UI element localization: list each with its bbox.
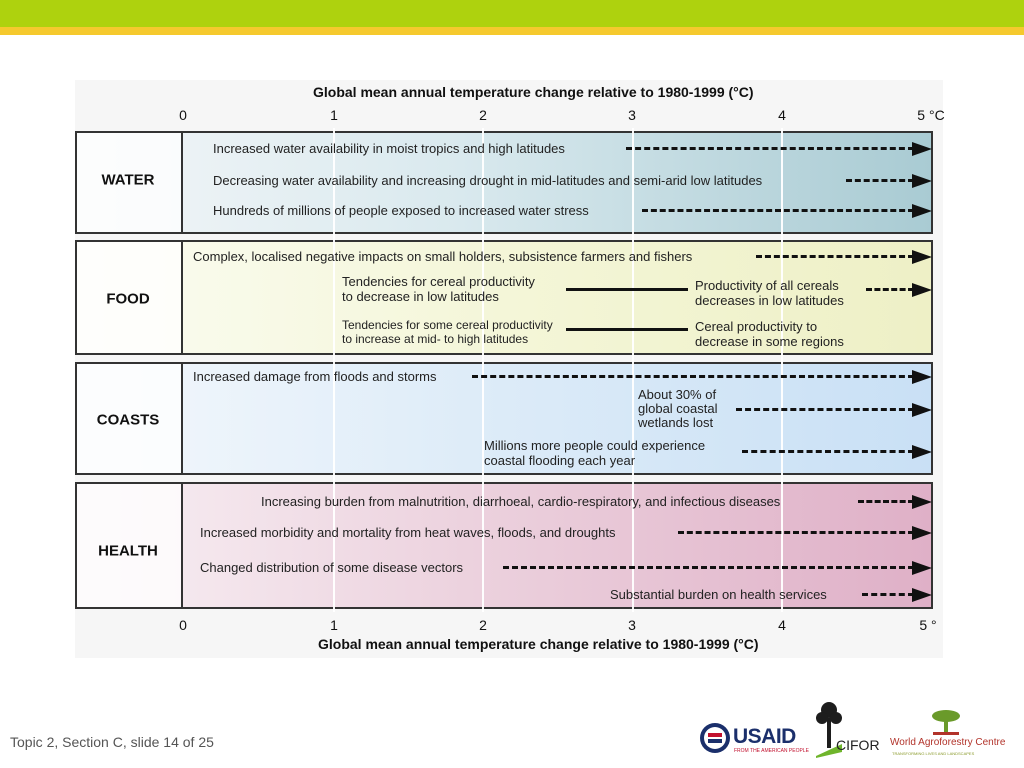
axis-title-bottom: Global mean annual temperature change relative to 1980-1999 (°C) bbox=[318, 636, 759, 652]
arrowhead-icon bbox=[912, 250, 932, 264]
arrowhead-icon bbox=[912, 204, 932, 218]
arrowhead-icon bbox=[912, 370, 932, 384]
slide-footer: Topic 2, Section C, slide 14 of 25 bbox=[10, 734, 214, 750]
food-row-3c: Cereal productivity to bbox=[695, 319, 818, 334]
water-row-2-arrow bbox=[846, 179, 914, 182]
water-row-3: Hundreds of millions of people exposed to increased water stress bbox=[213, 203, 589, 218]
usaid-logo-subtitle: FROM THE AMERICAN PEOPLE bbox=[734, 748, 809, 754]
coasts-row-2a: About 30% of bbox=[638, 387, 717, 402]
coasts-row-2-arrow bbox=[736, 408, 914, 411]
coasts-row-3a: Millions more people could experience bbox=[484, 438, 706, 453]
food-row-2b: to decrease in low latitudes bbox=[342, 289, 499, 304]
cifor-logo-text: CIFOR bbox=[836, 737, 880, 753]
tick-bottom-2: 2 bbox=[479, 617, 487, 633]
water-row-2: Decreasing water availability and increasing drought in mid-latitudes and semi-arid low latitudes bbox=[213, 173, 763, 188]
gridline-4 bbox=[781, 128, 783, 612]
food-row-2-line bbox=[566, 288, 688, 291]
health-row-1-arrow bbox=[858, 500, 914, 503]
usaid-logo-text: USAID bbox=[733, 725, 796, 748]
tick-bottom-3: 3 bbox=[628, 617, 636, 633]
health-row-3: Changed distribution of some disease vectors bbox=[200, 560, 464, 575]
tick-top-4: 4 bbox=[778, 107, 786, 123]
label-water: WATER bbox=[101, 171, 155, 189]
world-agroforestry-logo-subtitle: TRANSFORMING LIVES AND LANDSCAPES bbox=[892, 751, 975, 756]
tick-bottom-5: 5 ° bbox=[919, 617, 937, 633]
axis-title-top: Global mean annual temperature change relative to 1980-1999 (°C) bbox=[313, 84, 754, 100]
arrowhead-icon bbox=[912, 588, 932, 602]
food-row-3a: Tendencies for some cereal productivity bbox=[342, 318, 553, 332]
food-row-2-arrow bbox=[866, 288, 914, 291]
health-row-4: Substantial burden on health services bbox=[610, 587, 827, 602]
coasts-row-1: Increased damage from floods and storms bbox=[193, 369, 437, 384]
coasts-row-3-arrow bbox=[742, 450, 914, 453]
gridline-3 bbox=[632, 128, 634, 612]
tick-top-0: 0 bbox=[179, 107, 187, 123]
arrowhead-icon bbox=[912, 445, 932, 459]
world-agroforestry-logo-text: World Agroforestry Centre bbox=[890, 737, 1006, 748]
coasts-row-2b: global coastal bbox=[638, 401, 718, 416]
health-row-2: Increased morbidity and mortality from heat waves, floods, and droughts bbox=[200, 525, 616, 540]
food-row-3b: to increase at mid- to high latitudes bbox=[342, 332, 529, 346]
water-row-3-arrow bbox=[642, 209, 914, 212]
health-row-3-arrow bbox=[503, 566, 914, 569]
arrowhead-icon bbox=[912, 495, 932, 509]
food-row-1-arrow bbox=[756, 255, 914, 258]
arrowhead-icon bbox=[912, 561, 932, 575]
food-row-3d: decrease in some regions bbox=[695, 334, 844, 349]
tick-top-1: 1 bbox=[330, 107, 338, 123]
health-row-2-arrow bbox=[678, 531, 914, 534]
coasts-row-1-arrow bbox=[472, 375, 914, 378]
label-food: FOOD bbox=[106, 290, 150, 308]
top-green-bar bbox=[0, 0, 1024, 27]
health-row-4-arrow bbox=[862, 593, 914, 596]
food-row-1: Complex, localised negative impacts on small holders, subsistence farmers and fishers bbox=[193, 249, 693, 264]
arrowhead-icon bbox=[912, 403, 932, 417]
tick-top-3: 3 bbox=[628, 107, 636, 123]
usaid-seal-icon bbox=[699, 722, 731, 754]
water-row-1-arrow bbox=[626, 147, 914, 150]
tick-top-2: 2 bbox=[479, 107, 487, 123]
world-agroforestry-tree-icon bbox=[929, 708, 963, 736]
arrowhead-icon bbox=[912, 283, 932, 297]
food-row-2c: Productivity of all cereals bbox=[695, 278, 839, 293]
tick-bottom-4: 4 bbox=[778, 617, 786, 633]
food-row-3-line bbox=[566, 328, 688, 331]
top-yellow-bar bbox=[0, 27, 1024, 35]
arrowhead-icon bbox=[912, 142, 932, 156]
health-row-1: Increasing burden from malnutrition, diarrhoeal, cardio-respiratory, and infectious diseases bbox=[261, 494, 781, 509]
water-row-1: Increased water availability in moist tropics and high latitudes bbox=[213, 141, 565, 156]
tick-bottom-0: 0 bbox=[179, 617, 187, 633]
food-row-2d: decreases in low latitudes bbox=[695, 293, 844, 308]
tick-top-5: 5 °C bbox=[917, 107, 945, 123]
coasts-row-3b: coastal flooding each year bbox=[484, 453, 636, 468]
label-coasts: COASTS bbox=[96, 411, 160, 429]
food-row-2a: Tendencies for cereal productivity bbox=[342, 274, 535, 289]
coasts-row-2c: wetlands lost bbox=[638, 415, 714, 430]
arrowhead-icon bbox=[912, 526, 932, 540]
arrowhead-icon bbox=[912, 174, 932, 188]
tick-bottom-1: 1 bbox=[330, 617, 338, 633]
label-health: HEALTH bbox=[98, 542, 158, 560]
